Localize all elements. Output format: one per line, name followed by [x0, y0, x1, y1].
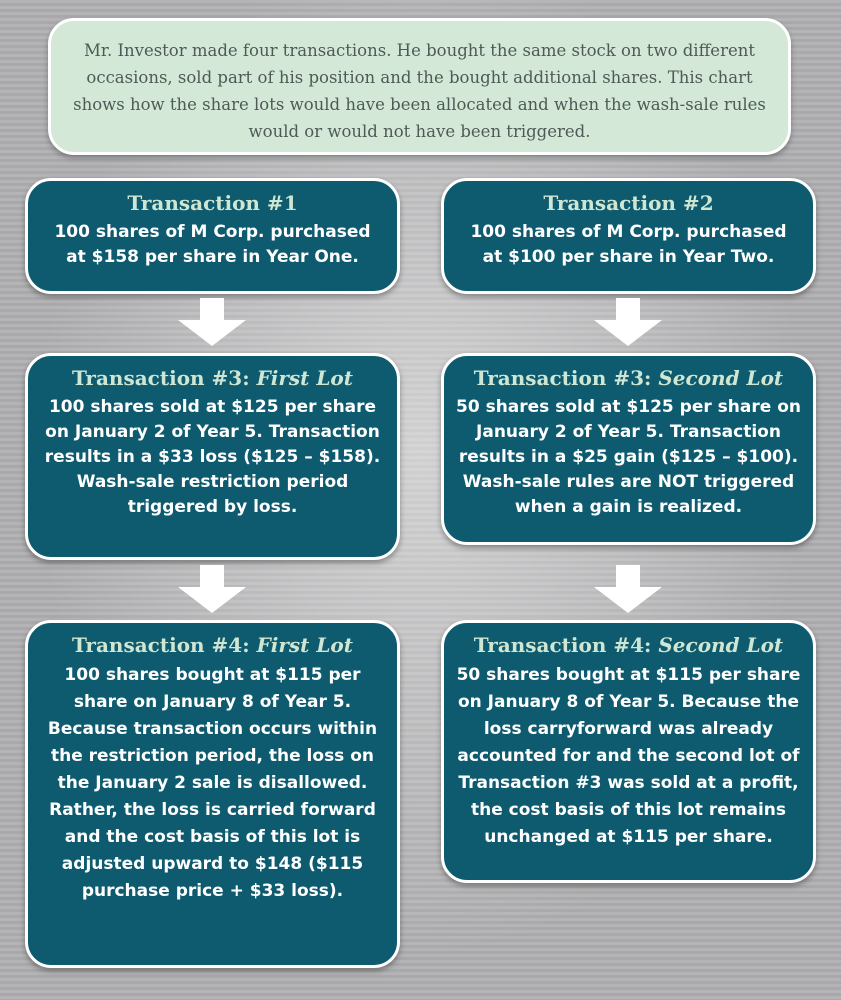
box-body: 50 shares sold at $125 per share on January 2 of Year 5. Transaction results in a $25 gain ($125 – $100). Wash-sale rules are NOT triggered when a gain is realized.	[456, 397, 801, 517]
transaction-4-first-lot-box	[25, 620, 400, 968]
box-body: 50 shares bought at $115 per share on January 8 of Year 5. Because the loss carryforward was already accounted for and the second lot of Transaction #3 was sold at a profit, the cost basis of this lot remains unchanged at $115 per share.	[456, 665, 801, 847]
transaction-1-box	[25, 178, 400, 294]
box-title: Transaction #3: First Lot	[72, 366, 353, 390]
box-title: Transaction #3: Second Lot	[473, 366, 784, 390]
box-body: 100 shares of M Corp. purchased at $100 per share in Year Two.	[470, 222, 787, 267]
intro-text: Mr. Investor made four transactions. He bought the same stock on two different occasions, sold part of his position and the bought additional shares. This chart shows how the share lots would have been allocated and when the wash-sale rules would or would not have been triggered.	[48, 18, 791, 155]
box-body: 100 shares bought at $115 per share on January 8 of Year 5. Because transaction occurs within the restriction period, the loss on the January 2 sale is disallowed. Rather, the loss is carried forward and the cost basis of this lot is adjusted upward to $148 ($115 purchase price + $33 loss).	[47, 665, 378, 901]
box-title: Transaction #4: First Lot	[72, 633, 353, 657]
transaction-3-first-lot-box	[25, 353, 400, 560]
transaction-4-second-lot-box	[441, 620, 816, 883]
transaction-2-box	[441, 178, 816, 294]
box-title: Transaction #2	[543, 191, 714, 215]
transaction-3-second-lot-box	[441, 353, 816, 545]
box-title: Transaction #1	[127, 191, 298, 215]
box-body: 100 shares of M Corp. purchased at $158 per share in Year One.	[54, 222, 371, 267]
box-body: 100 shares sold at $125 per share on January 2 of Year 5. Transaction results in a $33 loss ($125 – $158). Wash-sale restriction period triggered by loss.	[44, 397, 381, 517]
box-title: Transaction #4: Second Lot	[473, 633, 784, 657]
